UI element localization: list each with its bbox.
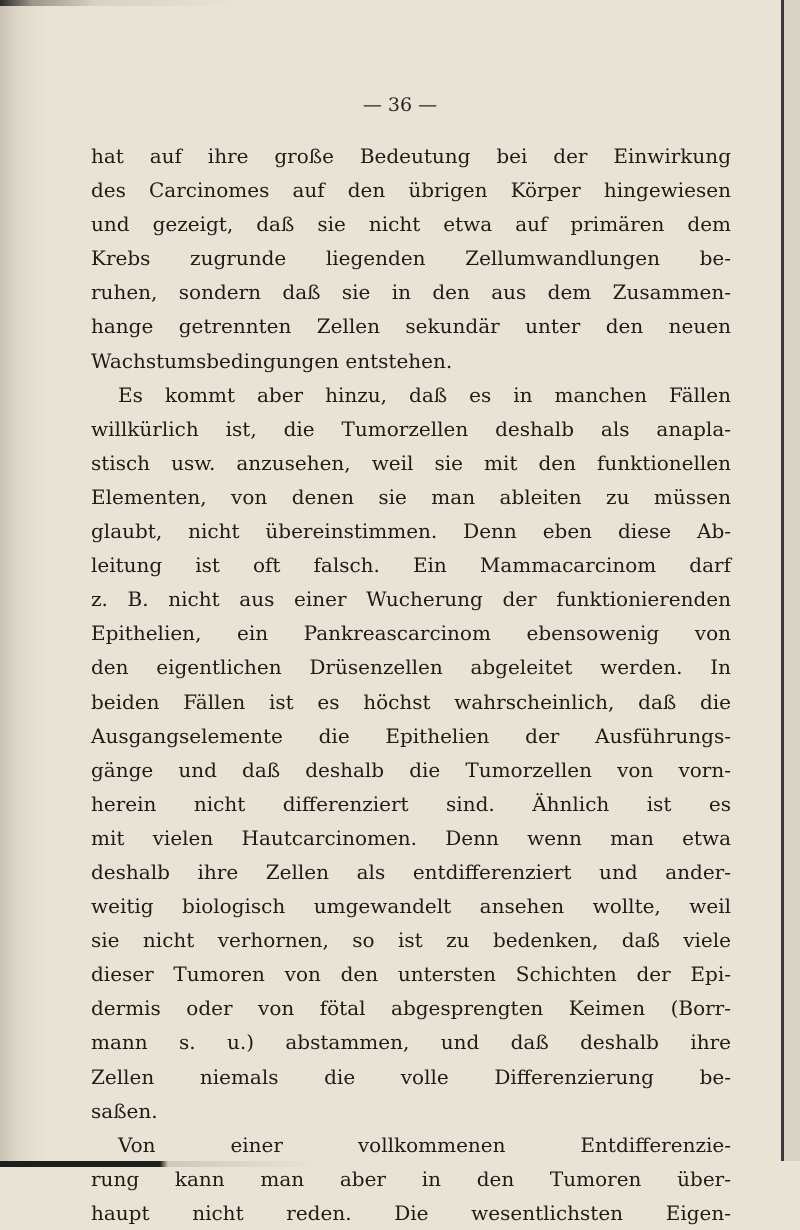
text-line: Zellen niemals die volle Differenzierung be- (91, 1064, 731, 1089)
scan-edge-top (0, 0, 800, 6)
text-line: herein nicht differenziert sind. Ähnlich ist es (91, 791, 731, 816)
text-line: den eigentlichen Drüsenzellen abgeleitet werden. In (91, 655, 731, 680)
text-line: z. B. nicht aus einer Wucherung der funktionierenden (91, 587, 731, 612)
text-line: Ausgangselemente die Epithelien der Ausführungs- (91, 723, 731, 748)
text-line: mann s. u.) abstammen, und daß deshalb ihre (91, 1030, 731, 1055)
text-line: Epithelien, ein Pankreascarcinom ebensowenig von (91, 621, 731, 646)
text-line: willkürlich ist, die Tumorzellen deshalb als anapla- (91, 416, 731, 441)
text-line: Elementen, von denen sie man ableiten zu müssen (91, 484, 731, 509)
text-line: leitung ist oft falsch. Ein Mammacarcinom darf (91, 553, 731, 578)
text-line: mit vielen Hautcarcinomen. Denn wenn man etwa (91, 825, 731, 850)
text-line: rung kann man aber in den Tumoren über- (91, 1166, 731, 1191)
text-line: stisch usw. anzusehen, weil sie mit den funktionellen (91, 450, 731, 475)
text-line: und gezeigt, daß sie nicht etwa auf primären dem (91, 212, 731, 237)
body-text (91, 139, 731, 1230)
text-line: sie nicht verhornen, so ist zu bedenken, daß viele (91, 928, 731, 953)
page-number: — 36 — (362, 94, 438, 116)
scan-edge-right (781, 0, 800, 1167)
text-line: gänge und daß deshalb die Tumorzellen von vorn- (91, 757, 731, 782)
scan-edge-left (0, 0, 46, 1167)
text-line: glaubt, nicht übereinstimmen. Denn eben diese Ab- (91, 519, 731, 544)
text-line: beiden Fällen ist es höchst wahrscheinlich, daß die (91, 689, 731, 714)
text-line: des Carcinomes auf den übrigen Körper hingewiesen (91, 178, 731, 203)
text-line: deshalb ihre Zellen als entdifferenziert und ander- (91, 859, 731, 884)
text-line: Von einer vollkommenen Entdifferenzie- (118, 1132, 731, 1157)
text-line: saßen. (91, 1098, 158, 1123)
text-line: dieser Tumoren von den untersten Schichten der Epi- (91, 962, 731, 987)
text-line: Krebs zugrunde liegenden Zellumwandlungen be- (91, 246, 731, 271)
text-line: haupt nicht reden. Die wesentlichsten Eigen- (91, 1200, 731, 1225)
text-line: ruhen, sondern daß sie in den aus dem Zusammen- (91, 280, 731, 305)
text-line: dermis oder von fötal abgesprengten Keimen (Borr- (91, 996, 731, 1021)
text-line: Wachstumsbedingungen entstehen. (91, 348, 453, 373)
text-line: Es kommt aber hinzu, daß es in manchen Fällen (118, 382, 731, 407)
text-line: hange getrennten Zellen sekundär unter den neuen (91, 314, 731, 339)
text-line: weitig biologisch umgewandelt ansehen wollte, weil (91, 894, 731, 919)
text-line: hat auf ihre große Bedeutung bei der Einwirkung (91, 144, 731, 168)
